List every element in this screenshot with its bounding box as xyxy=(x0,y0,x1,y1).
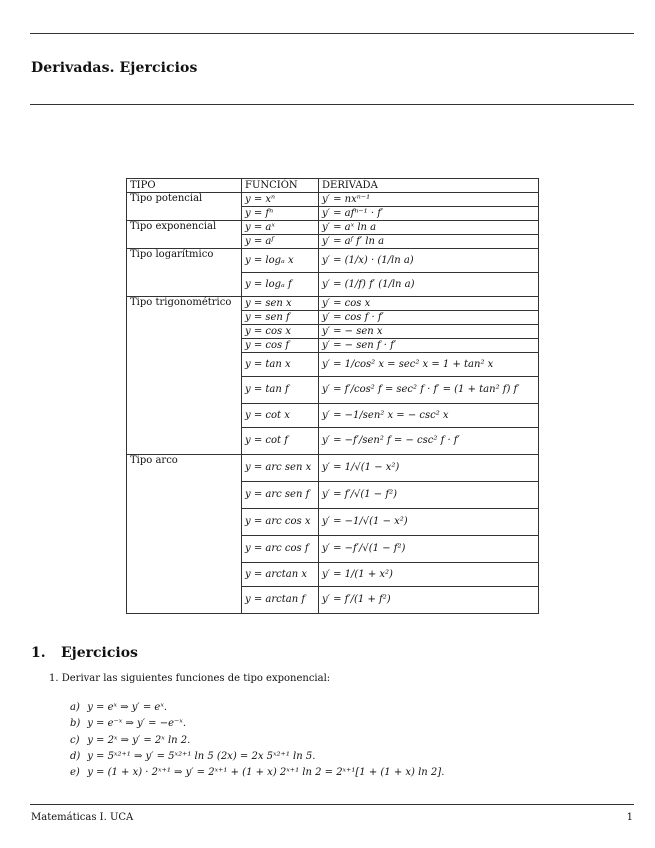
function-cell: y = arc cos x xyxy=(242,509,319,536)
function-cell: y = arctan x xyxy=(242,563,319,587)
derivative-cell: y′ = − sen x xyxy=(319,325,539,339)
exercise-statement xyxy=(49,673,330,684)
type-cell-trigonometrico: Tipo trigonométrico xyxy=(127,297,242,455)
function-cell: y = cot f xyxy=(242,428,319,455)
derivative-cell: y′ = cos x xyxy=(319,297,539,311)
table-row xyxy=(127,455,539,482)
type-cell-arco: Tipo arco xyxy=(127,455,242,614)
function-cell: y = tan x xyxy=(242,353,319,377)
derivative-cell: y′ = −1/√(1 − x²) xyxy=(319,509,539,536)
header-rule-top xyxy=(30,33,634,34)
section-heading xyxy=(31,645,138,661)
section-title: Ejercicios xyxy=(61,645,138,661)
function-cell: y = cos f xyxy=(242,339,319,353)
function-cell: y = cos x xyxy=(242,325,319,339)
function-cell: y = sen x xyxy=(242,297,319,311)
function-cell: y = cot x xyxy=(242,404,319,428)
item-label: a) xyxy=(70,702,80,713)
header-tipo: TIPO xyxy=(127,179,242,193)
function-cell: y = xⁿ xyxy=(242,193,319,207)
section-number: 1. xyxy=(31,645,46,661)
table-row xyxy=(127,297,539,311)
type-cell-logaritmico: Tipo logarítmico xyxy=(127,249,242,297)
derivative-cell: y′ = 1/(1 + x²) xyxy=(319,563,539,587)
item-label: b) xyxy=(70,718,81,730)
header-derivada: DERIVADA xyxy=(319,179,539,193)
function-cell: y = sen f xyxy=(242,311,319,325)
function-cell: y = aˣ xyxy=(242,221,319,235)
derivative-cell: y′ = −f′/√(1 − f²) xyxy=(319,536,539,563)
table-header-row xyxy=(127,179,539,193)
table-row xyxy=(127,249,539,273)
function-cell: y = tan f xyxy=(242,377,319,404)
item-label: c) xyxy=(70,734,80,746)
function-cell: y = logₐ f xyxy=(242,273,319,297)
page-number: 1 xyxy=(626,812,633,823)
item-label: e) xyxy=(70,767,80,779)
derivative-cell: y′ = f′/cos² f = sec² f · f′ = (1 + tan² f) f′ xyxy=(319,377,539,404)
header-rule-bottom xyxy=(30,104,634,105)
type-cell-exponencial: Tipo exponencial xyxy=(127,221,242,249)
derivative-cell: y′ = cos f · f′ xyxy=(319,311,539,325)
derivative-cell: y′ = nxⁿ⁻¹ xyxy=(319,193,539,207)
derivative-cell: y′ = −f′/sen² f = − csc² f · f′ xyxy=(319,428,539,455)
header-funcion: FUNCIÓN xyxy=(242,179,319,193)
function-cell: y = arctan f xyxy=(242,587,319,614)
derivative-cell: y′ = 1/cos² x = sec² x = 1 + tan² x xyxy=(319,353,539,377)
document-title: Derivadas. Ejercicios xyxy=(31,60,198,76)
item-expression: y = (1 + x) · 2ˣ⁺¹ ⇒ y′ = 2ˣ⁺¹ + (1 + x) 2ˣ⁺¹ ln 2 = 2ˣ⁺¹[1 + (1 + x) ln 2]. xyxy=(87,767,445,779)
list-item xyxy=(70,749,444,765)
derivative-cell: y′ = (1/x) · (1/ln a) xyxy=(319,249,539,273)
item-expression: y = 2ˣ ⇒ y′ = 2ˣ ln 2. xyxy=(87,734,191,746)
footer-rule xyxy=(30,804,634,805)
footer-text: Matemáticas I. UCA xyxy=(31,812,134,823)
derivative-cell: y′ = aˣ ln a xyxy=(319,221,539,235)
item-label: d) xyxy=(70,750,81,762)
function-cell: y = arc cos f xyxy=(242,536,319,563)
derivative-cell: y′ = (1/f) f′ (1/ln a) xyxy=(319,273,539,297)
derivative-cell: y′ = − sen f · f′ xyxy=(319,339,539,353)
derivative-cell: y′ = afⁿ⁻¹ · f′ xyxy=(319,207,539,221)
exercise-intro-text: Derivar las siguientes funciones de tipo exponencial: xyxy=(61,673,331,684)
list-item xyxy=(70,733,444,749)
item-expression: y = e⁻ˣ ⇒ y′ = −e⁻ˣ. xyxy=(87,718,187,730)
list-item xyxy=(70,716,444,732)
list-item xyxy=(70,765,444,781)
function-cell: y = logₐ x xyxy=(242,249,319,273)
derivative-cell: y′ = 1/√(1 − x²) xyxy=(319,455,539,482)
exercise-number: 1. xyxy=(49,673,59,684)
derivative-cell: y′ = f′/(1 + f²) xyxy=(319,587,539,614)
derivative-cell: y′ = f′/√(1 − f²) xyxy=(319,482,539,509)
function-cell: y = arc sen x xyxy=(242,455,319,482)
function-cell: y = aᶠ xyxy=(242,235,319,249)
item-expression: y = eˣ ⇒ y′ = eˣ. xyxy=(87,702,168,713)
exercise-items-list xyxy=(70,700,444,781)
type-cell-potencial: Tipo potencial xyxy=(127,193,242,221)
derivative-cell: y′ = aᶠ f′ ln a xyxy=(319,235,539,249)
table-row xyxy=(127,221,539,235)
table-row xyxy=(127,193,539,207)
function-cell: y = fⁿ xyxy=(242,207,319,221)
function-cell: y = arc sen f xyxy=(242,482,319,509)
derivative-cell: y′ = −1/sen² x = − csc² x xyxy=(319,404,539,428)
derivatives-table xyxy=(126,178,539,614)
list-item xyxy=(70,700,444,716)
item-expression: y = 5ˣ²⁺¹ ⇒ y′ = 5ˣ²⁺¹ ln 5 (2x) = 2x 5ˣ²⁺¹ ln 5. xyxy=(87,750,316,762)
